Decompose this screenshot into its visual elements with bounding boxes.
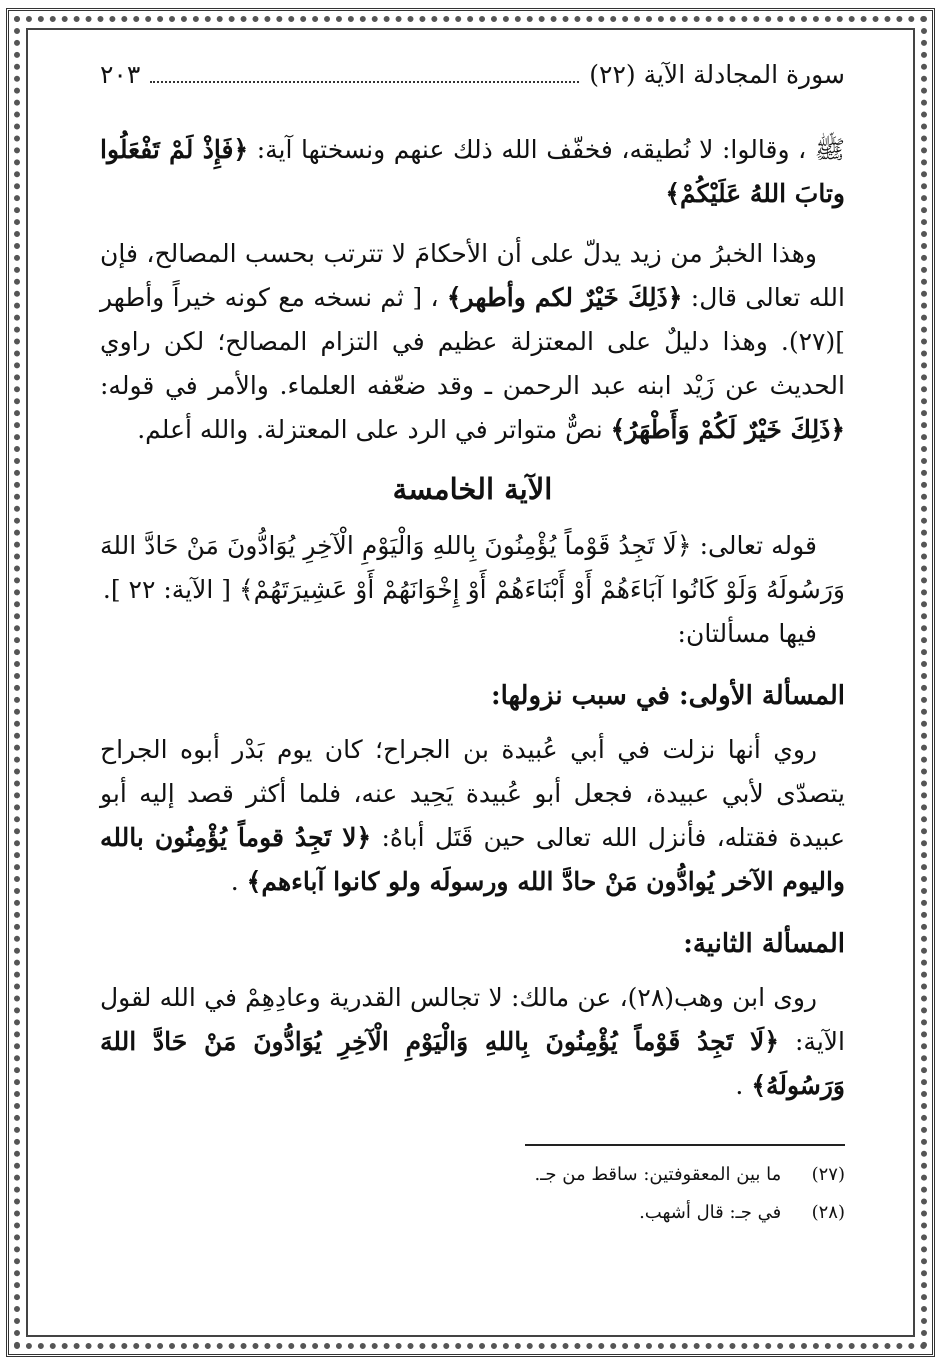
issue-1-heading: المسألة الأولى: في سبب نزولها: bbox=[491, 681, 845, 711]
quran-quote: ﴿فَإِذْ لَمْ تَفْعَلُوا وتابَ اللهُ عَلَيْكُمْ﴾ bbox=[100, 135, 845, 208]
verse-intro: قوله تعالى: bbox=[699, 531, 817, 560]
footnote-text: ما بين المعقوفتين: ساقط من جـ. bbox=[534, 1164, 782, 1185]
quran-quote: ﴿لَا تَجِدُ قَوْماً يُؤْمِنُونَ بِاللهِ وَالْيَوْمِ الْآخِرِ يُوَادُّونَ مَنْ حَادَّ اللهَ وَرَسُولَهُ﴾ bbox=[100, 1027, 845, 1100]
section-title: الآية الخامسة bbox=[392, 472, 553, 506]
paragraph-text: نصٌّ متواتر في الرد على المعتزلة. والله أعلم. bbox=[137, 415, 603, 444]
page-content bbox=[100, 60, 845, 1232]
verse-paragraph bbox=[100, 524, 845, 612]
spacer bbox=[100, 216, 845, 232]
footnote-27 bbox=[100, 1156, 845, 1194]
footnote-text: في جـ: قال أشهب. bbox=[639, 1202, 782, 1223]
paragraph-text: روى ابن وهب(٢٨)، عن مالك: لا تجالس القدرية وعادِهِمْ في الله لقول الآية: bbox=[100, 983, 845, 1056]
issue-1-text bbox=[100, 728, 845, 904]
paragraph-text: ، [ ثم نسخه مع كونه خيراً وأطهر ](٢٧). وهذا دليلٌ على المعتزلة عظيم في التزام المصالح؛ لكن راوي الحديث عن زَيْد ابنه عبد الرحمن ـ وقد ضعّفه العلماء. والأمر في قوله: bbox=[100, 283, 845, 400]
footnote-separator bbox=[525, 1144, 845, 1146]
issue-2-text bbox=[100, 976, 845, 1108]
paragraph-text: وهذا الخبرُ من زيد يدلّ على أن الأحكامَ لا تترتب بحسب المصالح، فإن الله تعالى قال: bbox=[100, 239, 845, 312]
paragraph-1 bbox=[100, 128, 845, 216]
running-header bbox=[100, 60, 845, 118]
quran-verse: ﴿لَا تَجِدُ قَوْماً يُؤْمِنُونَ بِاللهِ وَالْيَوْمِ الْآخِرِ يُوَادُّونَ مَنْ حَادَّ اللهَ وَرَسُولَهُ وَلَوْ كَانُوا آبَاءَهُمْ أَوْ أَبْنَاءَهُمْ أَوْ إِخْوَانَهُمْ أَوْ عَشِيرَتَهُمْ﴾ bbox=[100, 531, 845, 604]
paragraph-text: . bbox=[735, 1071, 744, 1100]
paragraph-2 bbox=[100, 232, 845, 452]
quran-quote: ﴿ذَلِكَ خَيْرٌ لكم وأطهر﴾ bbox=[446, 283, 683, 312]
header-title: سورة المجادلة الآية (٢٢) bbox=[589, 60, 845, 89]
paragraph-text: ﷺ ، وقالوا: لا نُطيقه، فخفّف الله ذلك عنهم ونسختها آية: bbox=[256, 135, 845, 164]
quran-quote: ﴿لا تَجِدُ قوماً يُؤْمِنُون بالله واليوم الآخر يُوادُّون مَنْ حادَّ الله ورسولَه ولو كانوا آباءهم﴾ bbox=[100, 823, 845, 896]
paragraph-text: روي أنها نزلت في أبي عُبيدة بن الجراح؛ كان يوم بَدْر أبوه الجراح يتصدّى لأبي عبيدة، فجعل أبو عُبيدة يَحِيد عنه، فلما أكثر قصد إليه أبو عبيدة فقتله، فأنزل الله تعالى حين قَتَل أباهُ: bbox=[100, 735, 845, 852]
footnote-number: (٢٧) bbox=[811, 1164, 845, 1185]
issues-intro: فيها مسألتان: bbox=[677, 619, 817, 648]
header-dots bbox=[150, 81, 579, 83]
paragraph-text: . bbox=[230, 867, 239, 896]
quran-quote: ﴿ذَلِكَ خَيْرٌ لَكُمْ وَأَطْهَرُ﴾ bbox=[610, 415, 845, 444]
verse-reference: [ الآية: ٢٢ ]. bbox=[102, 575, 232, 604]
issue-2-heading: المسألة الثانية: bbox=[683, 929, 845, 959]
footnote-number: (٢٨) bbox=[811, 1202, 845, 1223]
footnotes bbox=[100, 1156, 845, 1232]
page-number: ٢٠٣ bbox=[100, 60, 141, 89]
footnote-28 bbox=[100, 1194, 845, 1232]
